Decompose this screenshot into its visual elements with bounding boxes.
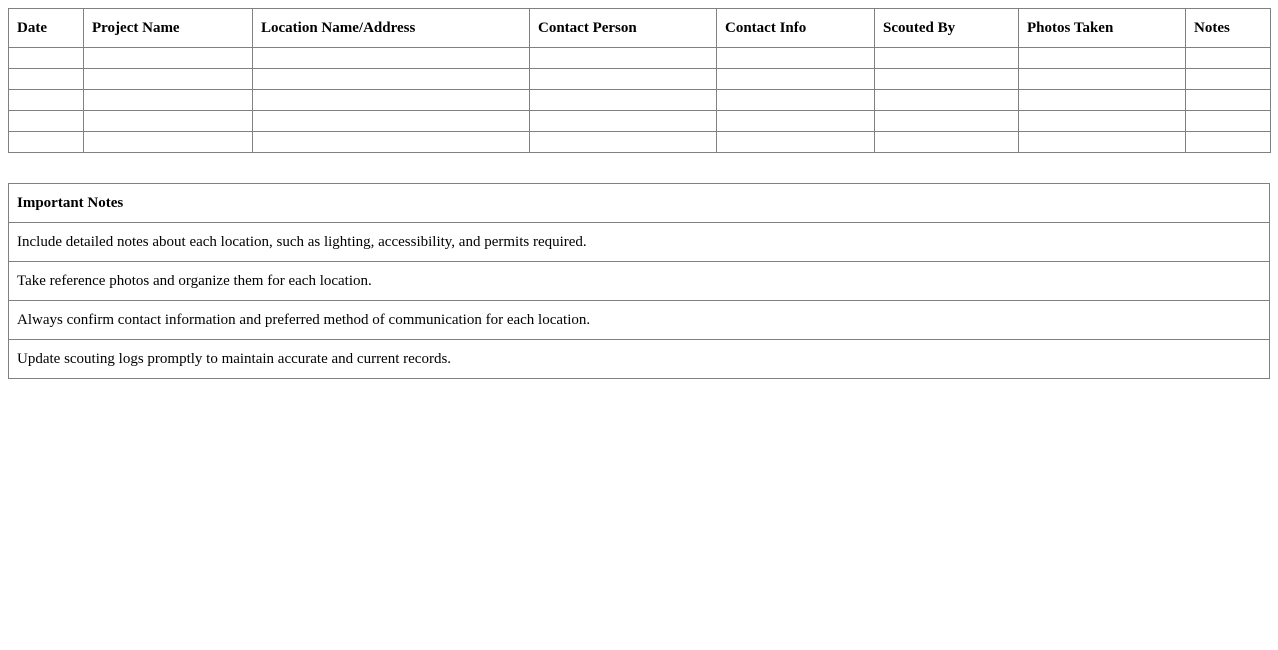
table-cell[interactable] <box>9 132 84 153</box>
table-cell[interactable] <box>9 111 84 132</box>
table-cell[interactable] <box>1186 111 1271 132</box>
table-cell[interactable] <box>84 48 253 69</box>
table-cell[interactable] <box>1019 69 1186 90</box>
header-notes: Notes <box>1186 9 1271 48</box>
table-cell[interactable] <box>253 69 530 90</box>
table-cell[interactable] <box>1019 48 1186 69</box>
table-cell[interactable] <box>530 132 717 153</box>
table-cell[interactable] <box>253 48 530 69</box>
table-cell[interactable] <box>717 111 875 132</box>
table-cell[interactable] <box>1019 111 1186 132</box>
table-cell[interactable] <box>530 111 717 132</box>
table-cell[interactable] <box>875 90 1019 111</box>
note-row <box>9 340 1270 379</box>
important-notes-table <box>8 183 1270 379</box>
note-row <box>9 301 1270 340</box>
note-row <box>9 223 1270 262</box>
note-item: Update scouting logs promptly to maintain accurate and current records. <box>9 340 1270 379</box>
table-cell[interactable] <box>530 69 717 90</box>
header-location: Location Name/Address <box>253 9 530 48</box>
header-contact-person: Contact Person <box>530 9 717 48</box>
table-cell[interactable] <box>1186 48 1271 69</box>
header-project-name: Project Name <box>84 9 253 48</box>
scouting-log-table <box>8 8 1271 153</box>
table-cell[interactable] <box>717 132 875 153</box>
table-row <box>9 132 1271 153</box>
table-cell[interactable] <box>84 132 253 153</box>
table-cell[interactable] <box>253 90 530 111</box>
table-cell[interactable] <box>717 48 875 69</box>
note-item: Include detailed notes about each location, such as lighting, accessibility, and permits required. <box>9 223 1270 262</box>
header-scouted-by: Scouted By <box>875 9 1019 48</box>
header-row <box>9 9 1271 48</box>
table-cell[interactable] <box>875 111 1019 132</box>
table-cell[interactable] <box>84 90 253 111</box>
table-cell[interactable] <box>1019 90 1186 111</box>
table-row <box>9 69 1271 90</box>
table-row <box>9 111 1271 132</box>
note-item: Always confirm contact information and preferred method of communication for each location. <box>9 301 1270 340</box>
table-cell[interactable] <box>530 90 717 111</box>
header-photos-taken: Photos Taken <box>1019 9 1186 48</box>
table-cell[interactable] <box>875 48 1019 69</box>
log-table-body <box>9 48 1271 153</box>
table-cell[interactable] <box>1186 69 1271 90</box>
table-cell[interactable] <box>84 111 253 132</box>
table-cell[interactable] <box>253 111 530 132</box>
table-cell[interactable] <box>717 69 875 90</box>
table-row <box>9 48 1271 69</box>
table-cell[interactable] <box>1186 132 1271 153</box>
note-item: Take reference photos and organize them for each location. <box>9 262 1270 301</box>
table-cell[interactable] <box>9 90 84 111</box>
table-cell[interactable] <box>875 69 1019 90</box>
table-cell[interactable] <box>1019 132 1186 153</box>
header-date: Date <box>9 9 84 48</box>
table-cell[interactable] <box>9 69 84 90</box>
notes-title: Important Notes <box>9 184 1270 223</box>
note-row <box>9 262 1270 301</box>
table-cell[interactable] <box>9 48 84 69</box>
header-contact-info: Contact Info <box>717 9 875 48</box>
table-cell[interactable] <box>253 132 530 153</box>
table-row <box>9 90 1271 111</box>
page <box>8 8 1270 379</box>
notes-header-row <box>9 184 1270 223</box>
table-cell[interactable] <box>875 132 1019 153</box>
table-cell[interactable] <box>530 48 717 69</box>
table-cell[interactable] <box>84 69 253 90</box>
table-cell[interactable] <box>717 90 875 111</box>
table-cell[interactable] <box>1186 90 1271 111</box>
